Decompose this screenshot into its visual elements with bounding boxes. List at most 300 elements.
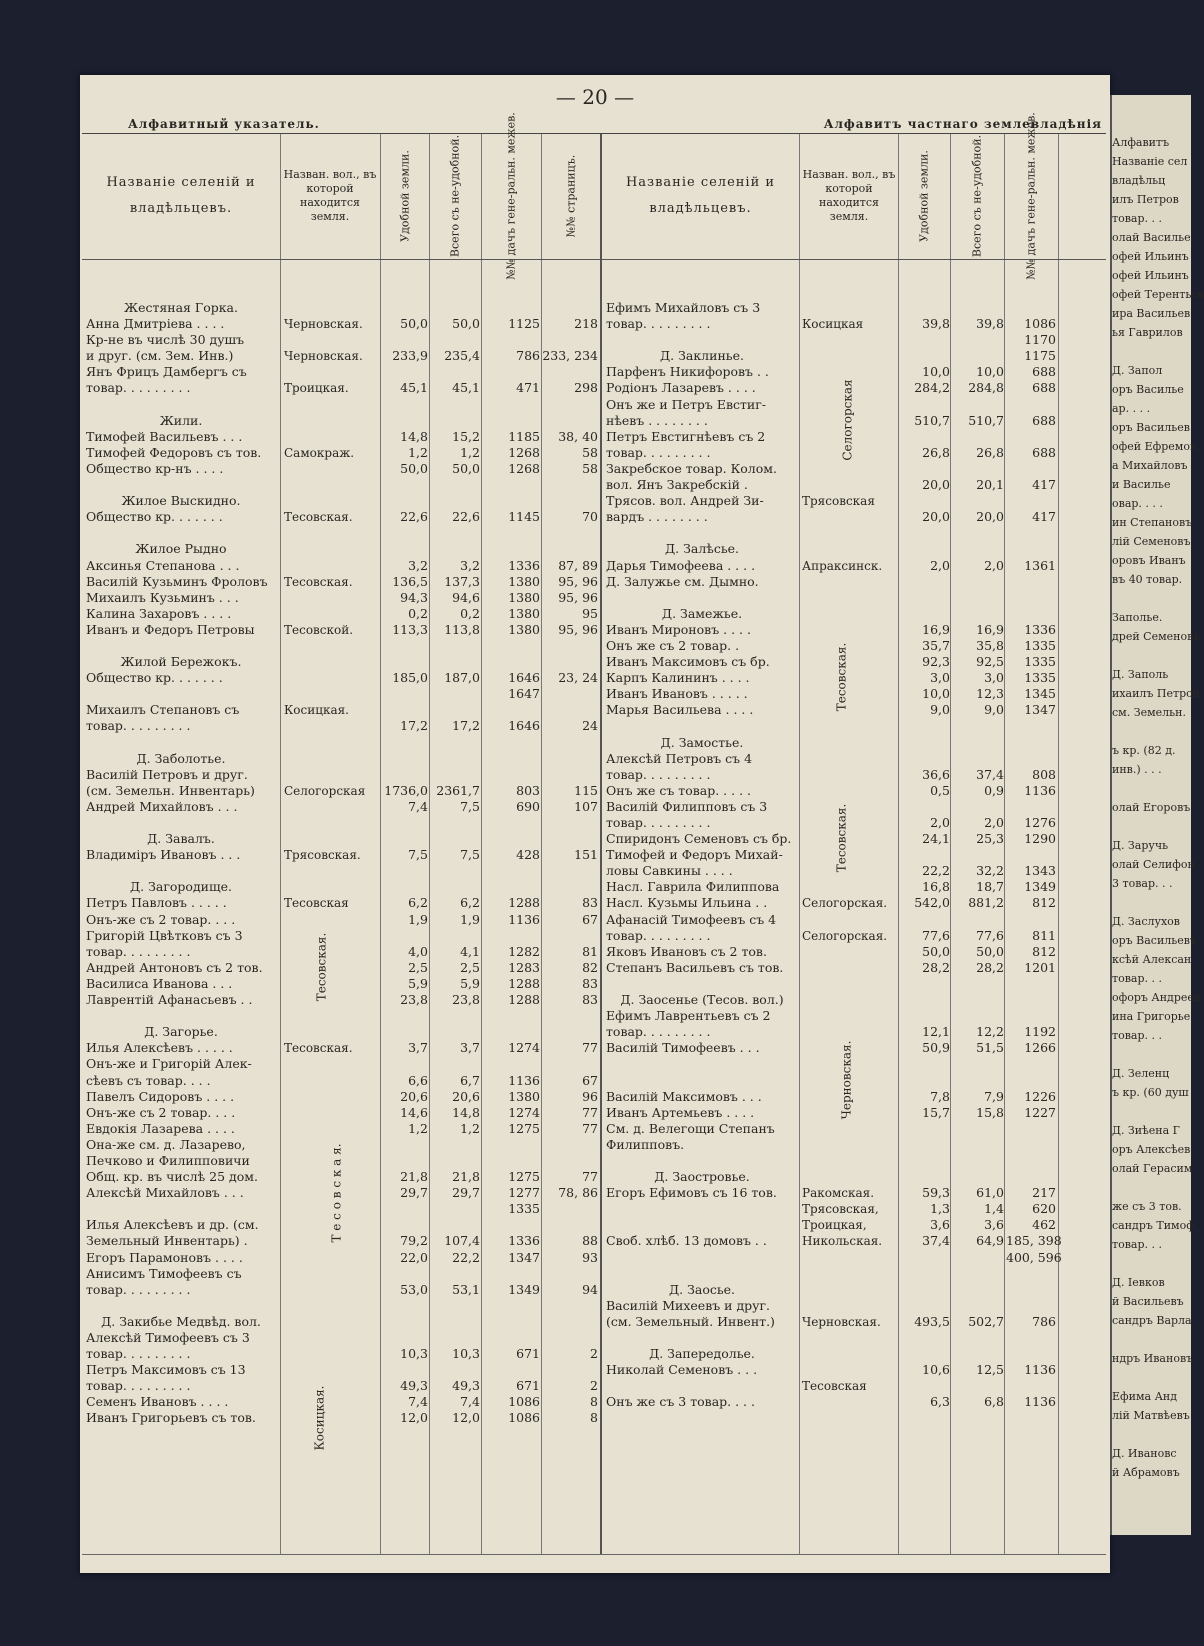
entry-page: 78, 86	[558, 1185, 598, 1201]
side-fragment: Д. Заручь	[1112, 839, 1169, 852]
entry-name: Жилой Бережокъ.	[120, 654, 242, 670]
entry-volost: Черновская.	[802, 1314, 881, 1329]
table-row	[82, 590, 1106, 606]
table-row	[82, 783, 1106, 799]
entry-page: 151	[574, 847, 598, 863]
table-row	[82, 461, 1106, 477]
volost-vertical-label: Селогорская	[840, 379, 855, 461]
entry-name: Д. Загорье.	[144, 1024, 218, 1040]
entry-volost: Трясовская.	[284, 848, 361, 863]
entry-name: товар. . . . . . . . .	[606, 766, 711, 782]
entry-name: Павелъ Сидоровъ . . . .	[86, 1088, 235, 1104]
entry-name: Петръ Павловъ . . . . .	[86, 895, 227, 911]
table-row	[82, 1105, 1106, 1121]
entry-name: товар. . . . . . . . .	[606, 927, 711, 943]
entry-dacha: 812	[1032, 895, 1056, 911]
entry-udob: 14,8	[400, 428, 428, 444]
entry-page: 96	[582, 1088, 598, 1104]
entry-name: Д. Запередолье.	[649, 1346, 755, 1362]
table-row	[82, 1056, 1106, 1072]
entry-vsego: 20,0	[976, 509, 1004, 525]
entry-page: 8	[590, 1410, 598, 1426]
entry-vsego: 6,7	[460, 1072, 480, 1088]
entry-dacha: 1380	[508, 621, 540, 637]
table-row	[82, 541, 1106, 557]
side-fragment: дрей Семеновъ	[1112, 630, 1201, 643]
entry-dacha: 1185	[508, 428, 540, 444]
entry-vsego: 12,0	[452, 1410, 480, 1426]
entry-vsego: 7,5	[460, 798, 480, 814]
entry-vsego: 26,8	[976, 444, 1004, 460]
entry-page: 95, 96	[558, 621, 598, 637]
entry-volost: Тесовская.	[284, 1041, 353, 1056]
table-row	[82, 1362, 1106, 1378]
entry-dacha: 471	[516, 380, 540, 396]
table-row	[82, 1185, 1106, 1201]
entry-page: 87, 89	[558, 557, 598, 573]
entry-dacha: 1175	[1024, 348, 1056, 364]
entry-name: Д. Заклинье.	[660, 348, 744, 364]
side-fragment: ксѣй Алексан	[1112, 953, 1192, 966]
entry-name: товар. . . . . . . . .	[86, 1281, 191, 1297]
entry-dacha: 1647	[508, 686, 540, 702]
entry-volost: Черновская.	[284, 349, 363, 364]
side-fragment: офоръ Андреев	[1112, 991, 1201, 1004]
entry-name: товар. . . . . . . . .	[86, 718, 191, 734]
entry-udob: 3,7	[408, 1040, 428, 1056]
entry-name: Общество кр. . . . . . .	[86, 670, 223, 686]
entry-page: 77	[582, 1104, 598, 1120]
table-row	[82, 1008, 1106, 1024]
entry-vsego: 12,2	[976, 1024, 1004, 1040]
table-row	[82, 831, 1106, 847]
entry-vsego: 16,9	[976, 621, 1004, 637]
table-row	[82, 912, 1106, 928]
entry-name: Анна Дмитріева . . . .	[86, 316, 225, 332]
entry-name: Она-же см. д. Лазарево,	[86, 1136, 246, 1152]
entry-vsego: 4,1	[460, 943, 480, 959]
entry-dacha: 620	[1032, 1201, 1056, 1217]
entry-volost: Косицкая	[802, 317, 864, 332]
col-dach-header: №№ дачъ гене-ральн. межев.	[504, 112, 518, 280]
table-row	[82, 686, 1106, 702]
side-fragment: ина Григорье	[1112, 1010, 1191, 1023]
entry-name: товар. . . . . . . . .	[606, 815, 711, 830]
table-row	[82, 1153, 1106, 1169]
entry-dacha: 1345	[1024, 686, 1056, 702]
entry-dacha: 1268	[508, 444, 540, 460]
entry-dacha: 417	[1032, 509, 1056, 525]
entry-udob: 35,7	[922, 637, 950, 653]
entry-name: Лаврентій Афанасьевъ . .	[86, 992, 253, 1008]
entry-page: 58	[582, 444, 598, 460]
entry-name: Филипповъ.	[606, 1136, 685, 1152]
entry-name: Иванъ и Федоръ Петровы	[86, 621, 255, 637]
entry-vsego: 14,8	[452, 1104, 480, 1120]
side-fragment: Ефима Анд	[1112, 1390, 1178, 1403]
entry-dacha: 1136	[1024, 782, 1056, 798]
entry-page: 94	[582, 1281, 598, 1297]
entry-dacha: 1282	[508, 943, 540, 959]
side-fragment: лій Семеновъ	[1112, 535, 1191, 548]
entry-udob: 113,3	[392, 621, 428, 637]
entry-name: Егоръ Ефимовъ съ 16 тов.	[606, 1185, 777, 1201]
entry-name: Василій Кузьминъ Фроловъ	[86, 573, 268, 589]
entry-page: 218	[574, 316, 598, 332]
entry-name: Д. Замостье.	[660, 734, 744, 750]
entry-page: 67	[582, 1072, 598, 1088]
side-fragment: товар. . .	[1112, 212, 1162, 225]
entry-page: 67	[582, 911, 598, 927]
side-fragment: Д. Запол	[1112, 364, 1163, 377]
table-row	[82, 622, 1106, 638]
entry-udob: 10,6	[922, 1362, 950, 1378]
table-row	[82, 525, 1106, 541]
entry-dacha: 1335	[1024, 637, 1056, 653]
entry-udob: 6,6	[408, 1072, 428, 1088]
entry-name: Д. Заосье.	[668, 1281, 736, 1297]
entry-name: товар. . . . . . . . .	[86, 380, 191, 396]
entry-vsego: 15,2	[452, 428, 480, 444]
side-fragment: сандръ Варла	[1112, 1314, 1192, 1327]
entry-page: 24	[582, 718, 598, 734]
table-row	[82, 735, 1106, 751]
side-fragment: илъ Петров	[1112, 193, 1179, 206]
volost-vertical-label: Тесовская.	[834, 643, 849, 712]
entry-name: Общество кр. . . . . . .	[86, 509, 223, 525]
entry-name: Жилое Выскидно.	[121, 493, 241, 509]
entry-name: Яковъ Ивановъ съ 2 тов.	[606, 943, 767, 959]
entry-udob: 22,0	[400, 1249, 428, 1265]
entry-udob: 50,0	[400, 316, 428, 332]
entry-udob: 10,0	[922, 364, 950, 380]
entry-page: 81	[582, 943, 598, 959]
table-row	[82, 654, 1106, 670]
col-vol-header-2: Назван. вол., въ которой находится земля.	[802, 168, 896, 223]
entry-dacha: 1136	[1024, 1362, 1056, 1378]
entry-dacha: 1276	[1024, 815, 1056, 830]
entry-volost: Черновская.	[284, 317, 363, 332]
entry-name: Жили.	[159, 412, 203, 428]
entry-vsego: 17,2	[452, 718, 480, 734]
volost-vertical-label: Тесовская.	[314, 932, 329, 1002]
side-fragment: ихаилъ Петров	[1112, 687, 1199, 700]
entry-name: Д. Замежье.	[661, 605, 743, 621]
side-fragment: оръ Алексѣев	[1112, 1143, 1191, 1156]
entry-name: Иванъ Григорьевъ съ тов.	[86, 1410, 256, 1426]
entry-name: Д. Загородище.	[130, 879, 232, 895]
entry-dacha: 1646	[508, 718, 540, 734]
entry-name: Д. Залѣсье.	[664, 541, 739, 557]
entry-volost: Троицкая,	[802, 1218, 867, 1233]
entry-vsego: 50,0	[976, 943, 1004, 959]
side-fragment: товар. . .	[1112, 1029, 1162, 1042]
entry-page: 38, 40	[558, 428, 598, 444]
entry-name: и друг. (см. Зем. Инв.)	[86, 348, 234, 364]
entry-name: Иванъ Ивановъ . . . . .	[606, 686, 748, 702]
entry-name: Тимофей и Федоръ Михай-	[606, 847, 783, 863]
side-fragment: ин Степановъ	[1112, 516, 1193, 529]
entry-udob: 26,8	[922, 444, 950, 460]
col-vsego-header-2: Всего съ не-удобной.	[970, 134, 984, 258]
table-row	[82, 638, 1106, 654]
entry-name: Жилое Рыдно	[135, 541, 227, 557]
entry-name: Василій Максимовъ . . .	[606, 1088, 762, 1104]
entry-dacha: 1136	[508, 1072, 540, 1088]
table-row	[82, 1040, 1106, 1056]
entry-dacha: 1268	[508, 460, 540, 476]
side-fragment: Д. Ивановс	[1112, 1447, 1177, 1460]
table-row	[82, 1217, 1106, 1233]
entry-volost: Селогорская.	[802, 928, 888, 943]
entry-dacha: 688	[1032, 364, 1056, 380]
entry-udob: 7,5	[408, 847, 428, 863]
table-row	[82, 815, 1106, 831]
entry-vsego: 50,0	[452, 316, 480, 332]
entry-name: Онъ же съ товар. . . . .	[606, 782, 751, 798]
entry-vsego: 6,8	[984, 1394, 1004, 1410]
table-row	[82, 960, 1106, 976]
entry-dacha: 1277	[508, 1185, 540, 1201]
entry-dacha: 1136	[508, 911, 540, 927]
entry-dacha: 1288	[508, 992, 540, 1008]
side-fragment: олай Герасим	[1112, 1162, 1193, 1175]
side-fragment: лій Матвѣевъ	[1112, 1409, 1190, 1422]
col-name-header-2: Названіе селеній и владѣльцевъ.	[625, 175, 776, 216]
entry-dacha: 688	[1032, 380, 1056, 396]
entry-vsego: 1,2	[460, 1120, 480, 1136]
entry-vsego: 137,3	[444, 573, 480, 589]
entry-dacha: 1646	[508, 670, 540, 686]
side-fragment: владѣльц	[1112, 174, 1166, 187]
entry-udob: 3,2	[408, 557, 428, 573]
table-row	[82, 348, 1106, 364]
entry-udob: 20,6	[400, 1088, 428, 1104]
entry-page: 77	[582, 1040, 598, 1056]
side-fragment: оровъ Иванъ	[1112, 554, 1186, 567]
entry-vsego: 25,3	[976, 831, 1004, 847]
side-fragment: же съ 3 тов.	[1112, 1200, 1182, 1213]
entry-name: Григорій Цвѣтковъ съ 3	[86, 927, 243, 943]
entry-name: Илья Алексѣевъ . . . . .	[86, 1040, 233, 1056]
entry-udob: 59,3	[922, 1185, 950, 1201]
entry-dacha: 690	[516, 798, 540, 814]
entry-page: 77	[582, 1120, 598, 1136]
entry-vsego: 235,4	[444, 348, 480, 364]
entry-name: Андрей Антоновъ съ 2 тов.	[86, 959, 263, 975]
entry-volost: Селогорская.	[802, 896, 888, 911]
table-row	[82, 1121, 1106, 1137]
side-fragment: оръ Васильев	[1112, 421, 1190, 434]
volost-vertical-label: Т е с о в с к а я.	[329, 1142, 344, 1243]
side-fragment: оръ Василье	[1112, 383, 1184, 396]
table-row	[82, 1394, 1106, 1410]
entry-dacha: 1349	[508, 1281, 540, 1297]
entry-udob: 4,0	[408, 943, 428, 959]
col-vsego-header: Всего съ не-удобной.	[448, 134, 462, 258]
entry-vsego: 3,6	[984, 1217, 1004, 1233]
entry-vsego: 9,0	[984, 702, 1004, 718]
entry-volost: Селогорская	[284, 783, 366, 798]
table-row	[82, 380, 1106, 396]
entry-udob: 1,2	[408, 444, 428, 460]
entry-name: Анисимъ Тимофеевъ съ	[86, 1265, 242, 1281]
entry-vsego: 18,7	[976, 879, 1004, 895]
entry-udob: 24,1	[922, 831, 950, 847]
table-row	[82, 1250, 1106, 1266]
entry-vsego: 2,0	[984, 557, 1004, 573]
entry-udob: 1,3	[930, 1201, 950, 1217]
entry-vsego: 113,8	[444, 621, 480, 637]
entry-dacha: 808	[1032, 766, 1056, 782]
table-row	[82, 895, 1106, 911]
col-udob-header-2: Удобной земли.	[917, 150, 931, 242]
side-fragment: офей Терентьев	[1112, 288, 1204, 301]
entry-name: Закребское товар. Колом.	[606, 460, 777, 476]
entry-name: товар. . . . . . . . .	[606, 1024, 711, 1040]
side-fragment: см. Земельн.	[1112, 706, 1186, 719]
entry-vsego: 1,9	[460, 911, 480, 927]
entry-name: Семенъ Ивановъ . . . .	[86, 1394, 229, 1410]
entry-name: Д. Залужье см. Дымно.	[606, 573, 759, 589]
entry-volost: Тесовская	[284, 896, 349, 911]
entry-vsego: 32,2	[976, 863, 1004, 879]
table-row	[82, 1378, 1106, 1394]
table-row	[82, 332, 1106, 348]
entry-udob: 94,3	[400, 589, 428, 605]
entry-page: 8	[590, 1394, 598, 1410]
entry-vsego: 53,1	[452, 1281, 480, 1297]
entry-dacha: 1336	[508, 1233, 540, 1249]
entry-vsego: 2361,7	[436, 782, 480, 798]
volost-vertical-label: Косицкая.	[312, 1385, 327, 1451]
entry-vsego: 0,2	[460, 605, 480, 621]
entry-page: 95, 96	[558, 589, 598, 605]
entry-vsego: 64,9	[976, 1233, 1004, 1249]
entry-name: Евдокія Лазарева . . . .	[86, 1120, 235, 1136]
side-fragment: олай Егоровъ	[1112, 801, 1191, 814]
table-row	[82, 1330, 1106, 1346]
entry-vsego: 35,8	[976, 637, 1004, 653]
page-number: — 20 —	[555, 85, 635, 109]
entry-udob: 2,0	[930, 815, 950, 830]
entry-name: Михаилъ Степановъ съ	[86, 702, 240, 718]
entry-vsego: 92,5	[976, 654, 1004, 670]
entry-page: 70	[582, 509, 598, 525]
entry-udob: 49,3	[400, 1378, 428, 1394]
table-row	[82, 944, 1106, 960]
entry-vsego: 12,5	[976, 1362, 1004, 1378]
entry-udob: 10,0	[922, 686, 950, 702]
entry-dacha: 428	[516, 847, 540, 863]
table-row	[82, 718, 1106, 734]
table-row	[82, 799, 1106, 815]
entry-udob: 28,2	[922, 959, 950, 975]
entry-udob: 6,3	[930, 1394, 950, 1410]
col-udob-header: Удобной земли.	[398, 150, 411, 242]
entry-udob: 77,6	[922, 927, 950, 943]
entry-udob: 15,7	[922, 1104, 950, 1120]
entry-page: 83	[582, 975, 598, 991]
entry-name: сѣевъ съ товар. . . .	[86, 1072, 211, 1088]
entry-vsego: 51,5	[976, 1040, 1004, 1056]
entry-udob: 3,0	[930, 670, 950, 686]
entry-vsego: 94,6	[452, 589, 480, 605]
entry-vsego: 881,2	[968, 895, 1004, 911]
entry-name: товар. . . . . . . . .	[86, 1346, 191, 1362]
entry-name: Михаилъ Кузьминъ . . .	[86, 589, 239, 605]
entry-name: Д. Закибье Медвѣд. вол.	[101, 1313, 261, 1329]
entry-dacha: 1343	[1024, 863, 1056, 879]
entry-name: Алексѣй Тимофеевъ съ 3	[86, 1330, 250, 1345]
entry-volost: Апраксинск.	[802, 558, 883, 573]
entry-vsego: 5,9	[460, 975, 480, 991]
entry-dacha: 786	[1032, 1313, 1056, 1329]
entry-udob: 12,0	[400, 1410, 428, 1426]
table-row	[82, 429, 1106, 445]
adjacent-page-fragment	[1110, 95, 1204, 1535]
entry-page: 2	[590, 1346, 598, 1362]
side-fragment: 3 товар. . .	[1112, 877, 1173, 890]
entry-dacha: 1086	[508, 1410, 540, 1426]
entry-udob: 22,6	[400, 509, 428, 525]
entry-udob: 136,5	[392, 573, 428, 589]
entry-name: Онъ же съ 3 товар. . . .	[606, 1394, 755, 1410]
entry-name: Петръ Максимовъ съ 13	[86, 1362, 246, 1378]
entry-udob: 5,9	[408, 975, 428, 991]
entry-name: нѣевъ . . . . . . . .	[606, 412, 708, 428]
entry-vsego: 7,4	[460, 1394, 480, 1410]
entry-dacha: 462	[1032, 1217, 1056, 1233]
table-row	[82, 702, 1106, 718]
entry-volost: Трясовская,	[802, 1202, 879, 1217]
side-fragment: ар. . . .	[1112, 402, 1151, 415]
entry-name: Янъ Фрицъ Дамбергъ съ	[86, 364, 247, 380]
entry-vsego: 50,0	[452, 460, 480, 476]
side-fragment: въ 40 товар.	[1112, 573, 1183, 586]
entry-vsego: 23,8	[452, 992, 480, 1008]
entry-dacha: 1125	[508, 316, 540, 332]
entry-name: Владиміръ Ивановъ . . .	[86, 847, 241, 863]
entry-name: Иванъ Максимовъ съ бр.	[606, 654, 770, 670]
entry-udob: 1,9	[408, 911, 428, 927]
table-row	[82, 1410, 1106, 1426]
entry-udob: 233,9	[392, 348, 428, 364]
entry-udob: 16,8	[922, 879, 950, 895]
entry-vsego: 3,7	[460, 1040, 480, 1056]
entry-dacha: 671	[516, 1378, 540, 1394]
entry-name: Егоръ Парамоновъ . . . .	[86, 1249, 243, 1265]
entry-udob: 7,4	[408, 798, 428, 814]
entry-dacha: 400, 596	[1006, 1249, 1062, 1265]
entry-dacha: 217	[1032, 1185, 1056, 1201]
entry-page: 95	[582, 605, 598, 621]
entry-vsego: 29,7	[452, 1185, 480, 1201]
entry-name: товар. . . . . . . . .	[86, 943, 191, 959]
side-fragment: ндръ Ивановъ	[1112, 1352, 1194, 1365]
entry-name: Калина Захаровъ . . . .	[86, 605, 232, 621]
entry-page: 107	[574, 798, 598, 814]
entry-name: Степанъ Васильевъ съ тов.	[606, 959, 784, 975]
entry-udob: 79,2	[400, 1233, 428, 1249]
entry-name: Онъ же съ 2 товар. .	[606, 637, 740, 653]
entry-dacha: 1288	[508, 975, 540, 991]
entry-udob: 7,8	[930, 1088, 950, 1104]
entry-udob: 185,0	[392, 670, 428, 686]
entry-vsego: 77,6	[976, 927, 1004, 943]
entry-page: 2	[590, 1378, 598, 1394]
entry-dacha: 1335	[508, 1201, 540, 1217]
